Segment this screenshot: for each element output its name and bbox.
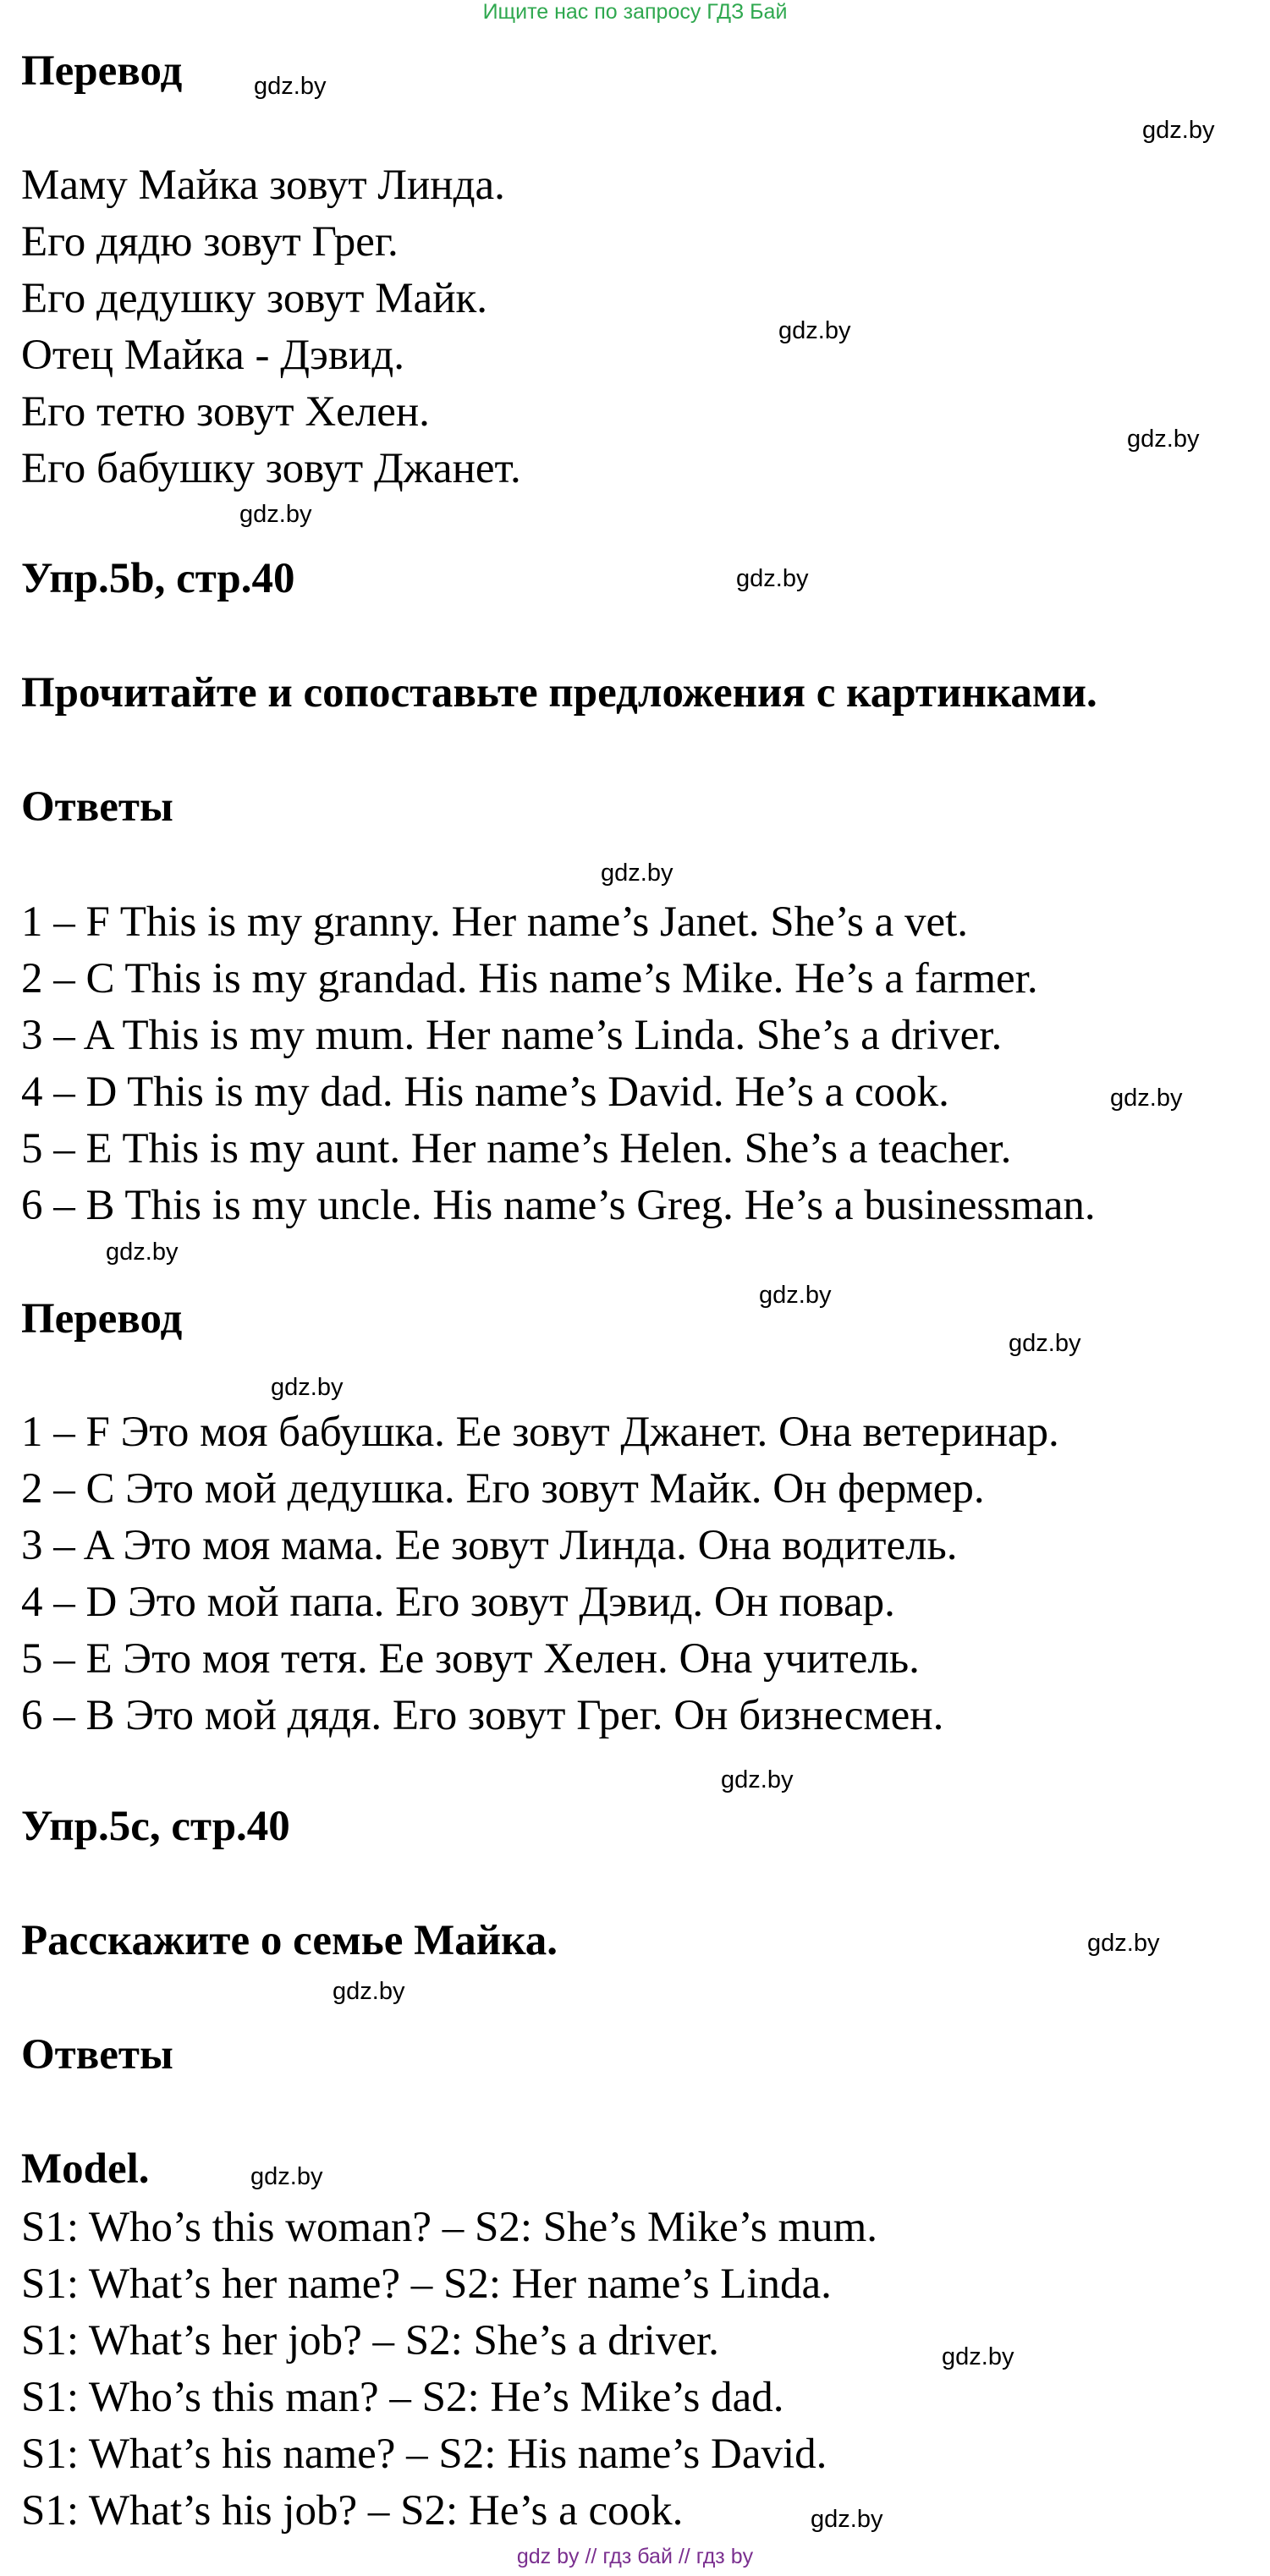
answer-line: 1 – F This is my granny. Her name’s Janet. She’s a vet. — [21, 898, 969, 946]
section2-answers — [21, 894, 1096, 1234]
section2-translation — [21, 1404, 1059, 1744]
answer-line: 6 – B This is my uncle. His name’s Greg. He’s a businessman. — [21, 1182, 1096, 1229]
watermark: gdz.by — [811, 2506, 883, 2533]
translation-line: 3 – A Это моя мама. Ее зовут Линда. Она водитель. — [21, 1522, 958, 1569]
watermark: gdz.by — [239, 501, 312, 528]
section3-title: Упр.5c, стр.40 — [21, 1803, 290, 1850]
answer-line: 3 – A This is my mum. Her name’s Linda. She’s a driver. — [21, 1012, 1003, 1059]
section2-translation-heading: Перевод — [21, 1295, 183, 1343]
section1-line: Его дядю зовут Грег. — [21, 218, 399, 266]
model-line: S1: What’s his job? – S2: He’s a cook. — [21, 2487, 684, 2535]
watermark: gdz.by — [333, 1978, 405, 2005]
watermark: gdz.by — [250, 2163, 323, 2190]
watermark: gdz.by — [736, 565, 809, 592]
translation-line: 2 – C Это мой дедушка. Его зовут Майк. Он фермер. — [21, 1465, 985, 1513]
watermark: gdz.by — [1142, 117, 1215, 144]
section2-task: Прочитайте и сопоставьте предложения с картинками. — [21, 669, 1097, 717]
model-line: S1: Who’s this man? – S2: He’s Mike’s dad. — [21, 2374, 784, 2421]
watermark: gdz.by — [271, 1374, 344, 1401]
model-line: S1: Who’s this woman? – S2: She’s Mike’s mum. — [21, 2204, 878, 2251]
section1-heading: Перевод — [21, 47, 183, 95]
model-line: S1: What’s her job? – S2: She’s a driver. — [21, 2317, 719, 2365]
model-label: Model. — [21, 2145, 150, 2193]
watermark: gdz.by — [1127, 426, 1200, 453]
section3-model-lines — [21, 2200, 877, 2540]
watermark: gdz.by — [721, 1766, 794, 1793]
watermark: gdz.by — [1110, 1085, 1183, 1112]
bottom-banner: gdz by // гдз бай // гдз by — [516, 2545, 754, 2568]
model-line: S1: What’s her name? – S2: Her name’s Linda. — [21, 2260, 832, 2308]
answer-line: 2 – C This is my grandad. His name’s Mike. He’s a farmer. — [21, 955, 1038, 1002]
model-line: S1: What’s his name? – S2: His name’s David. — [21, 2430, 827, 2478]
answer-line: 5 – E This is my aunt. Her name’s Helen. She’s a teacher. — [21, 1125, 1012, 1173]
watermark: gdz.by — [1087, 1930, 1160, 1957]
watermark: gdz.by — [759, 1282, 832, 1309]
answer-line: 4 – D This is my dad. His name’s David. He’s a cook. — [21, 1068, 949, 1116]
top-banner: Ищите нас по запросу ГДЗ Бай — [482, 0, 788, 24]
watermark: gdz.by — [254, 73, 327, 100]
section1-line: Его бабушку зовут Джанет. — [21, 445, 521, 492]
watermark: gdz.by — [942, 2343, 1014, 2370]
translation-line: 1 – F Это моя бабушка. Ее зовут Джанет. Она ветеринар. — [21, 1409, 1059, 1456]
watermark: gdz.by — [601, 860, 673, 887]
watermark: gdz.by — [1009, 1330, 1081, 1357]
section1-line: Его дедушку зовут Майк. — [21, 275, 488, 322]
section1-line: Маму Майка зовут Линда. — [21, 162, 505, 209]
section3-answers-heading: Ответы — [21, 2031, 173, 2079]
translation-line: 4 – D Это мой папа. Его зовут Дэвид. Он повар. — [21, 1579, 895, 1626]
translation-line: 6 – B Это мой дядя. Его зовут Грег. Он бизнесмен. — [21, 1692, 944, 1739]
section1-lines — [21, 157, 521, 497]
section1-line: Отец Майка - Дэвид. — [21, 332, 404, 379]
watermark: gdz.by — [778, 317, 851, 344]
section3-task: Расскажите о семье Майка. — [21, 1917, 558, 1964]
section1-line: Его тетю зовут Хелен. — [21, 388, 430, 436]
watermark: gdz.by — [106, 1239, 179, 1266]
section2-title: Упр.5b, стр.40 — [21, 555, 295, 602]
section2-answers-heading: Ответы — [21, 783, 173, 831]
translation-line: 5 – E Это моя тетя. Ее зовут Хелен. Она учитель. — [21, 1635, 920, 1683]
